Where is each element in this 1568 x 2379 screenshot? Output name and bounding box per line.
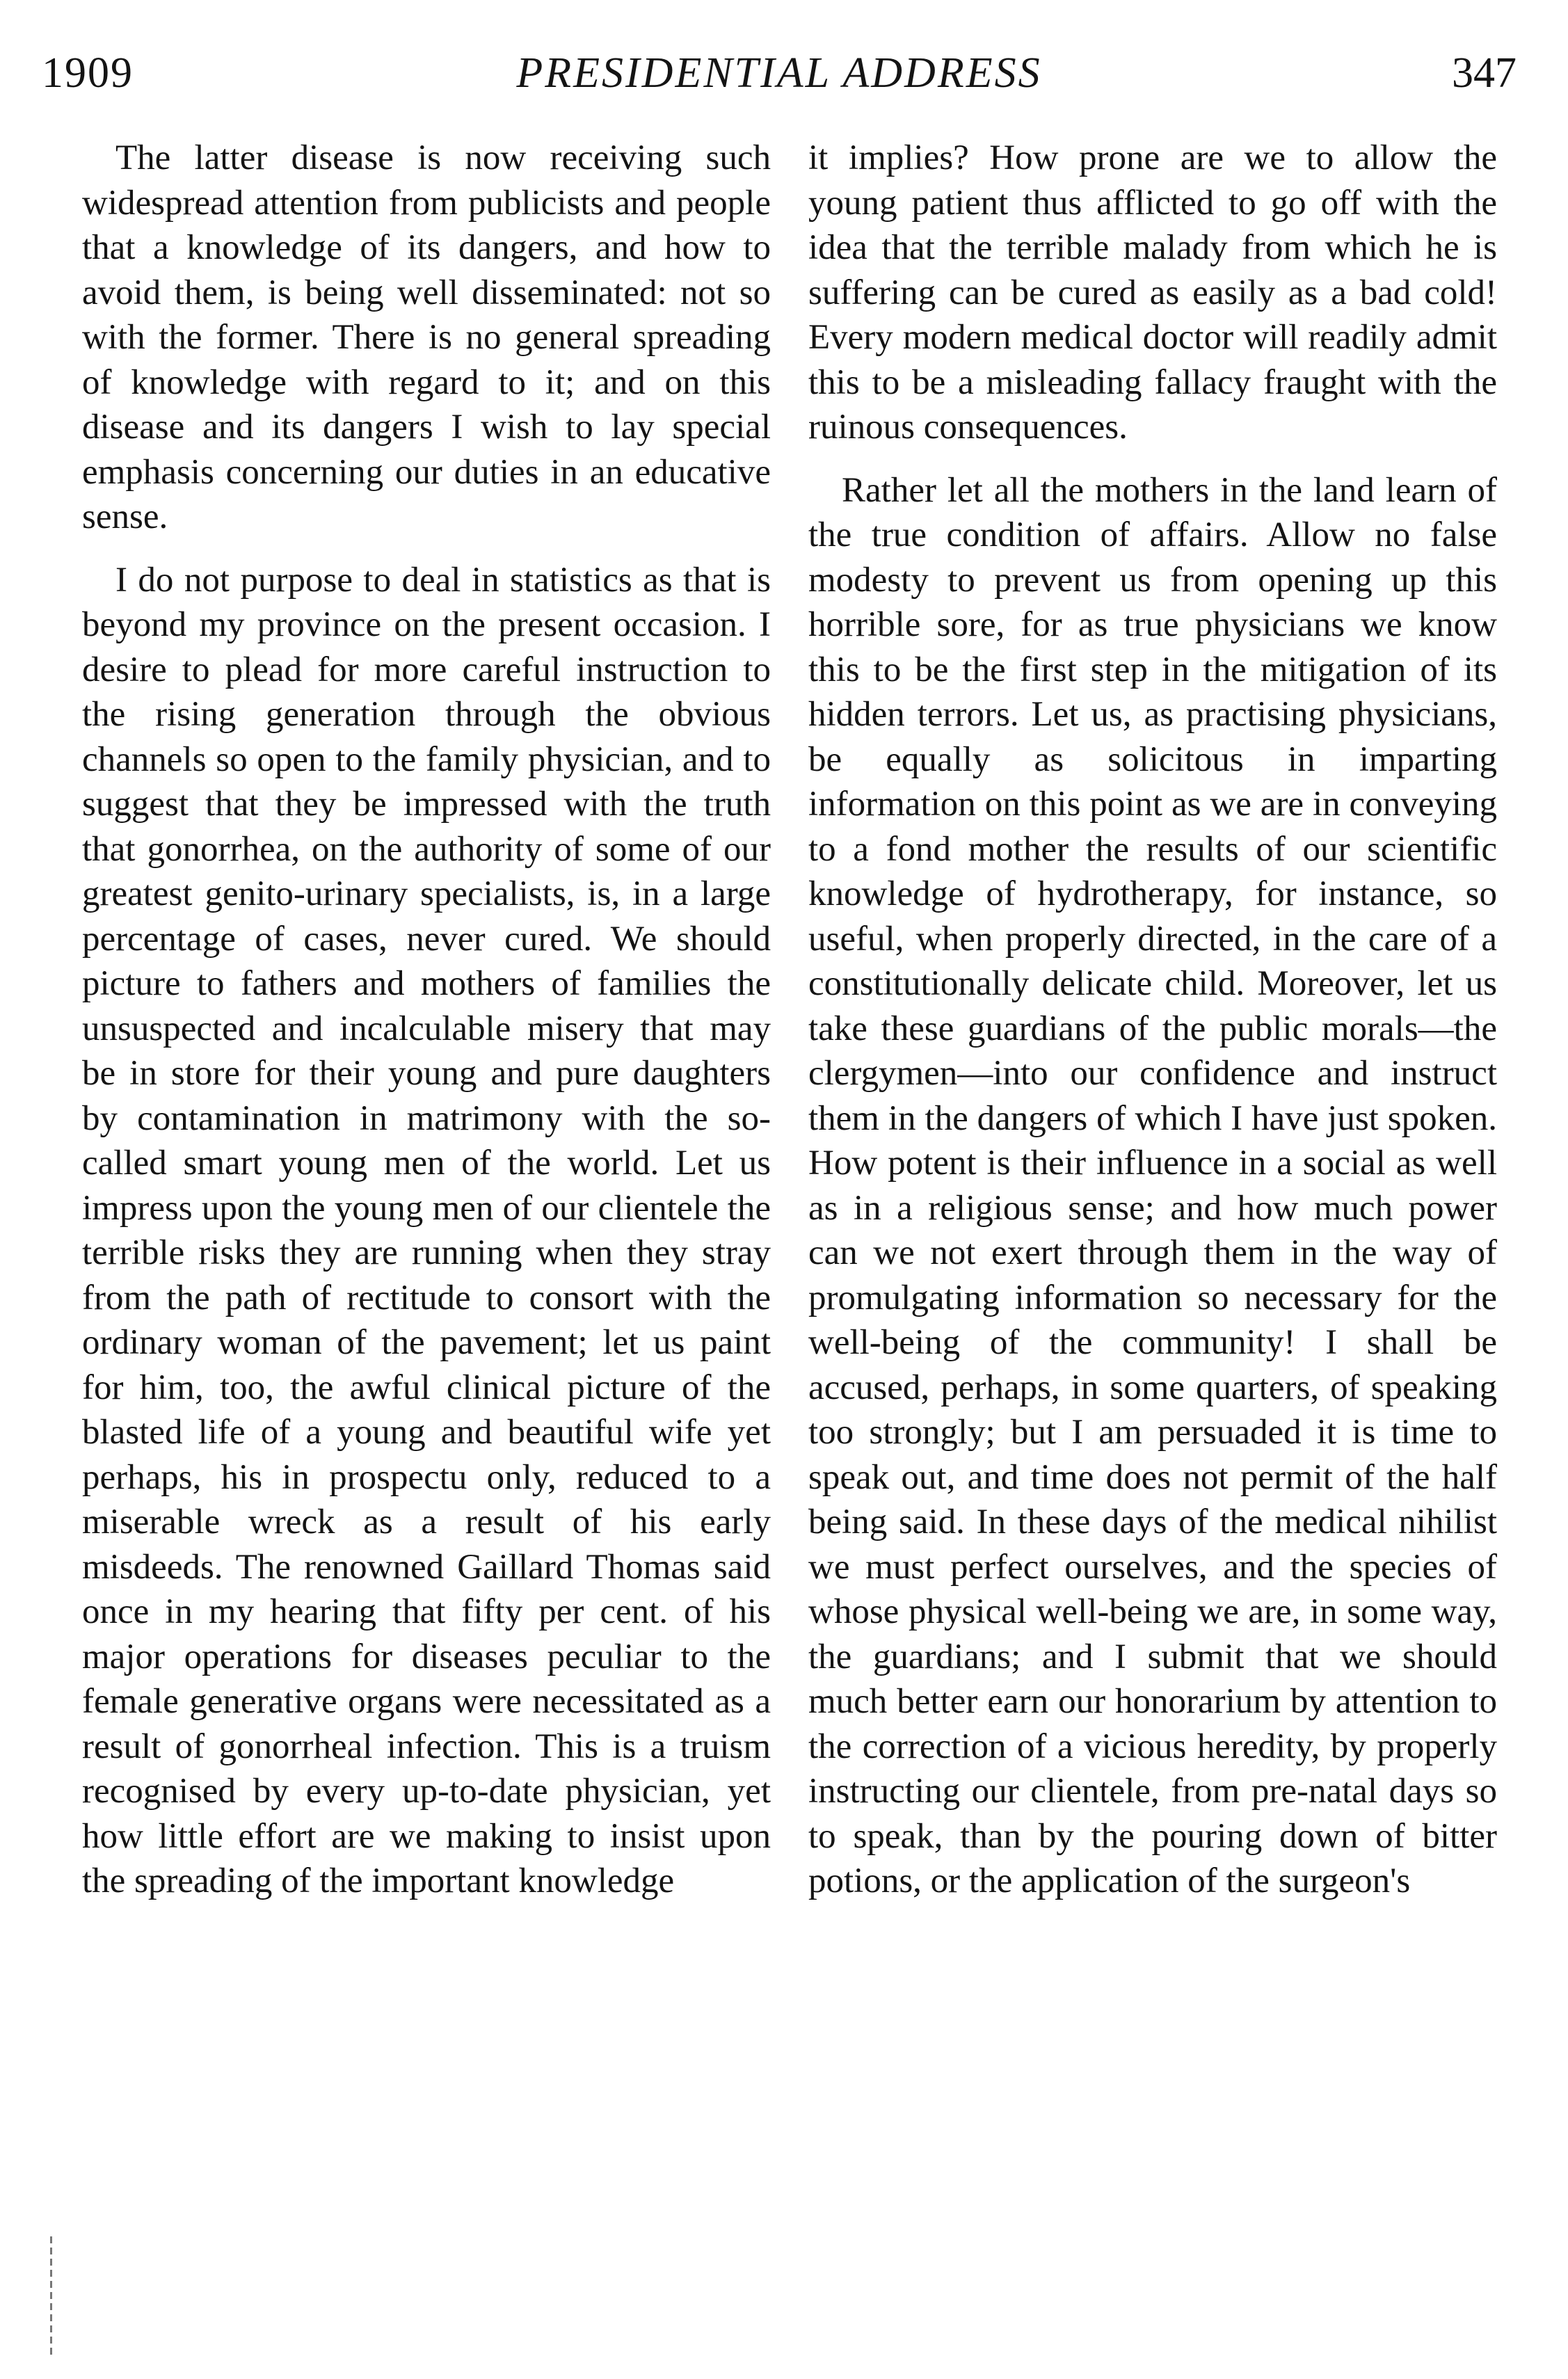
right-paragraph-1: it implies? How prone are we to allow the young patient thus afflicted to go off with the idea that the terrible malady from which he is suffering can be cured as easily as a bad cold! Every modern medical doctor will readily admit this to be a misleading fallacy fraught with the ruinous consequences. xyxy=(808,138,1497,447)
page-number: 347 xyxy=(1452,49,1517,97)
header-year: 1909 xyxy=(42,49,134,97)
left-paragraph-2: I do not purpose to deal in statistics as that is beyond my province on the present occasion. I desire to plead for more careful instruction to the rising generation through the obvious channels so open to the family physician, and to suggest that they be impressed with the truth that gonorrhea, on the authority of some of our greatest genito-urinary specialists, is, in a large percentage of cases, never cured. We should picture to fathers and mothers of families the unsuspected and incalculable misery that may be in store for their young and pure daughters by contamination in matrimony with the so-called smart young men of the world. Let us impress upon the young men of our clientele the terrible risks they are running when they stray from the path of rectitude to consort with the ordinary woman of the pavement; let us paint for him, too, the awful clinical picture of the blasted life of a young and beautiful wife yet perhaps, his in prospectu only, reduced to a miserable wreck as a result of his early misdeeds. The renowned Gaillard Thomas said once in my hearing that fifty per cent. of his major operations for diseases peculiar to the female generative organs were necessitated as a result of gonorrheal infection. This is a truism recognised by every up-to-date physician, yet how little effort are we making to insist upon the spreading of the important knowledge xyxy=(82,560,771,1900)
right-paragraph-2: Rather let all the mothers in the land learn of the true condition of affairs. Allow no false modesty to prevent us from opening up this horrible sore, for as true physicians we know this to be the first step in the mitigation of its hidden terrors. Let us, as practising physicians, be equally as solicitous in imparting information on this point as we are in conveying to a fond mother the results of our scientific knowledge of hydrotherapy, for instance, so useful, when properly directed, in the care of a constitutionally delicate child. Moreover, let us take these guardians of the public morals—the clergymen—into our confidence and instruct them in the dangers of which I have just spoken. How potent is their influence in a social as well as in a religious sense; and how much power can we not exert through them in the way of promulgating information so necessary for the well-being of the community! I shall be accused, perhaps, in some quarters, of speaking too strongly; but I am persuaded it is time to speak out, and time does not permit of the half being said. In these days of the medical nihilist we must perfect ourselves, and the species of whose physical well-being we are, in some way, the guardians; and I submit that we should much better earn our honorarium by attention to the correction of a vicious heredity, by properly instructing our clientele, from pre-natal days so to speak, than by the pouring down of bitter potions, or the application of the surgeon's xyxy=(808,470,1497,1900)
margin-mark xyxy=(50,2236,52,2355)
left-paragraph-1: The latter disease is now receiving such widespread attention from publicists and people that a knowledge of its dangers, and how to avoid them, is being well disseminated: not so with the former. There is no general spreading of knowledge with regard to it; and on this disease and its dangers I wish to lay special emphasis concerning our duties in an educative sense. xyxy=(82,138,771,536)
page-header xyxy=(42,49,1517,111)
running-title: PRESIDENTIAL ADDRESS xyxy=(516,49,1042,97)
right-column xyxy=(808,136,1497,1922)
left-column xyxy=(82,136,771,1922)
